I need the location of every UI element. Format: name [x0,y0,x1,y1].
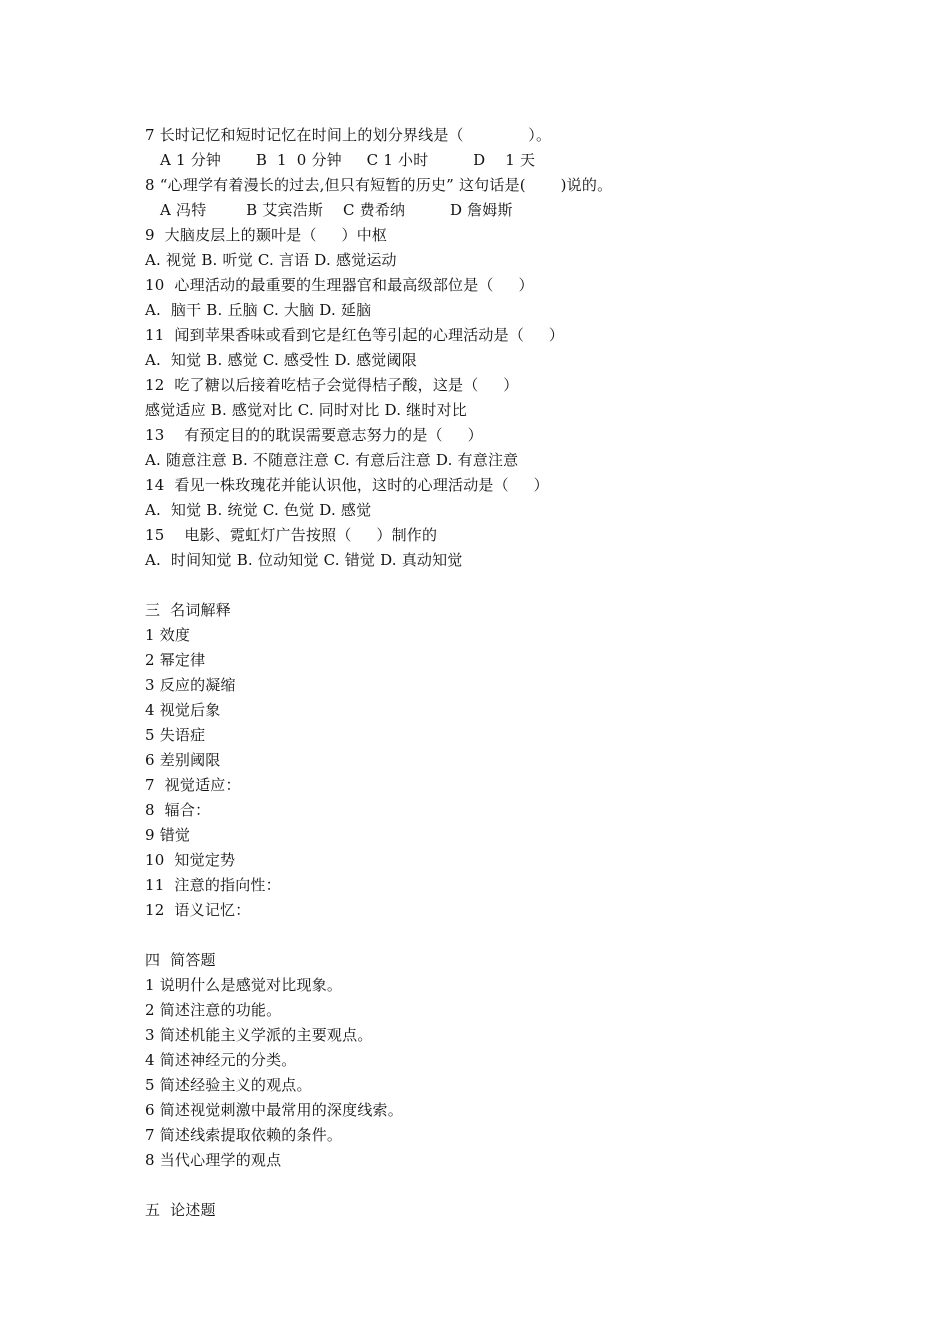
term-item: 11 注意的指向性： [145,876,281,894]
section-heading-essay: 五 论述题 [145,1201,216,1219]
spacer [145,1173,865,1198]
term-item: 1 效度 [145,626,191,644]
short-answer-item: 5 简述经验主义的观点。 [145,1076,312,1094]
question-7-options: A 1 分钟 B 1 0 分钟 C 1 小时 D 1 天 [160,151,536,169]
short-answer-item: 8 当代心理学的观点 [145,1151,282,1169]
short-answer-item: 1 说明什么是感觉对比现象。 [145,976,343,994]
short-answer-item: 6 简述视觉刺激中最常用的深度线索。 [145,1101,403,1119]
question-7: 7 长时记忆和短时记忆在时间上的划分界线是（ ）。 [145,126,552,144]
document-body [145,123,865,1223]
term-item: 3 反应的凝缩 [145,676,236,694]
question-8: 8 “心理学有着漫长的过去,但只有短暂的历史” 这句话是( )说的。 [145,176,613,194]
short-answer-section [145,948,865,1173]
spacer [145,573,865,598]
term-item: 9 错觉 [145,826,191,844]
term-item: 12 语义记忆： [145,901,251,919]
choice-questions-section [145,123,865,573]
short-answer-item: 2 简述注意的功能。 [145,1001,282,1019]
term-item: 2 幂定律 [145,651,206,669]
term-item: 6 差别阈限 [145,751,221,769]
term-item: 7 视觉适应： [145,776,241,794]
question-15-options: A. 时间知觉 B. 位动知觉 C. 错觉 D. 真动知觉 [145,551,463,569]
question-12-options: 感觉适应 B. 感觉对比 C. 同时对比 D. 继时对比 [145,401,467,419]
term-item: 10 知觉定势 [145,851,236,869]
short-answer-item: 3 简述机能主义学派的主要观点。 [145,1026,373,1044]
term-item: 4 视觉后象 [145,701,221,719]
question-13-options: A. 随意注意 B. 不随意注意 C. 有意后注意 D. 有意注意 [145,451,519,469]
question-14-options: A. 知觉 B. 统觉 C. 色觉 D. 感觉 [145,501,372,519]
question-10-options: A. 脑干 B. 丘脑 C. 大脑 D. 延脑 [145,301,372,319]
question-15: 15 电影、霓虹灯广告按照（ ）制作的 [145,526,438,544]
term-item: 8 辐合： [145,801,211,819]
question-9-options: A. 视觉 B. 听觉 C. 言语 D. 感觉运动 [145,251,397,269]
essay-section [145,1198,865,1223]
section-heading-terms: 三 名词解释 [145,601,231,619]
question-10: 10 心理活动的最重要的生理器官和最高级部位是（ ） [145,276,534,294]
terms-section [145,598,865,923]
question-8-options: A 冯特 B 艾宾浩斯 C 费希纳 D 詹姆斯 [160,201,513,219]
question-13: 13 有预定目的的耽误需要意志努力的是（ ） [145,426,483,444]
question-11: 11 闻到苹果香味或看到它是红色等引起的心理活动是（ ） [145,326,565,344]
question-11-options: A. 知觉 B. 感觉 C. 感受性 D. 感觉阈限 [145,351,417,369]
question-9: 9 大脑皮层上的颞叶是（ ）中枢 [145,226,388,244]
question-12: 12 吃了糖以后接着吃桔子会觉得桔子酸，这是（ ） [145,376,519,394]
spacer [145,923,865,948]
term-item: 5 失语症 [145,726,206,744]
section-heading-short-answer: 四 简答题 [145,951,216,969]
short-answer-item: 7 简述线索提取依赖的条件。 [145,1126,343,1144]
question-14: 14 看见一株玫瑰花并能认识他，这时的心理活动是（ ） [145,476,549,494]
short-answer-item: 4 简述神经元的分类。 [145,1051,297,1069]
